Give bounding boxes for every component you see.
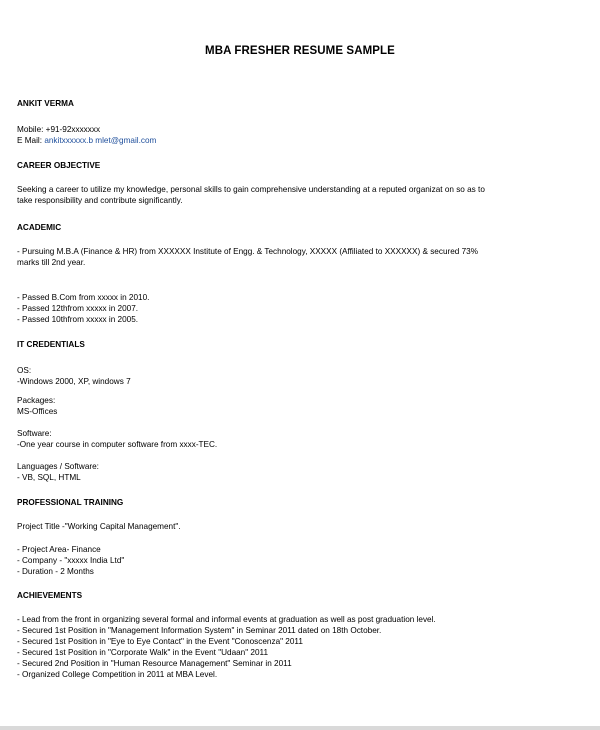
languages-label: Languages / Software: bbox=[17, 462, 99, 471]
academic-item: - Passed B.Com from xxxxx in 2010. bbox=[17, 293, 150, 302]
software-label: Software: bbox=[17, 429, 52, 438]
training-item: - Company - "xxxxx India Ltd" bbox=[17, 556, 125, 565]
career-objective-line-2: take responsibility and contribute significantly. bbox=[17, 196, 183, 205]
achievements-heading: ACHIEVEMENTS bbox=[17, 591, 83, 600]
achievement-item: - Secured 2nd Position in "Human Resource Management" Seminar in 2011 bbox=[17, 659, 292, 668]
achievement-item: - Organized College Competition in 2011 at MBA Level. bbox=[17, 670, 218, 679]
mobile-line: Mobile: +91-92xxxxxxx bbox=[17, 125, 101, 134]
training-heading: PROFESSIONAL TRAINING bbox=[17, 498, 124, 507]
os-value: -Windows 2000, XP, windows 7 bbox=[17, 377, 131, 386]
page-title: MBA FRESHER RESUME SAMPLE bbox=[205, 45, 395, 57]
achievement-item: - Lead from the front in organizing several formal and informal events at graduation as well as post graduation level. bbox=[17, 615, 436, 624]
career-objective-heading: CAREER OBJECTIVE bbox=[17, 161, 101, 170]
page-bottom-border bbox=[0, 726, 600, 730]
candidate-name: ANKIT VERMA bbox=[17, 99, 74, 108]
achievement-item: - Secured 1st Position in "Management Information System" in Seminar 2011 dated on 18th October. bbox=[17, 626, 382, 635]
achievement-item: - Secured 1st Position in "Corporate Walk" in the Event "Udaan" 2011 bbox=[17, 648, 269, 657]
project-title: Project Title -"Working Capital Management". bbox=[17, 522, 181, 531]
email-label: E Mail: bbox=[17, 136, 45, 145]
academic-line-1: - Pursuing M.B.A (Finance & HR) from XXXXXX Institute of Engg. & Technology, XXXXX (Affiliated to XXXXXX) & secured 73% bbox=[17, 247, 478, 256]
academic-line-2: marks till 2nd year. bbox=[17, 258, 86, 267]
software-value: -One year course in computer software from xxxx-TEC. bbox=[17, 440, 218, 449]
career-objective-line-1: Seeking a career to utilize my knowledge, personal skills to gain comprehensive understanding at a reputed organizat on so as to bbox=[17, 185, 485, 194]
packages-value: MS-Offices bbox=[17, 407, 58, 416]
academic-item: - Passed 12thfrom xxxxx in 2007. bbox=[17, 304, 139, 313]
academic-item: - Passed 10thfrom xxxxx in 2005. bbox=[17, 315, 139, 324]
it-credentials-heading: IT CREDENTIALS bbox=[17, 340, 85, 349]
packages-label: Packages: bbox=[17, 396, 56, 405]
os-label: OS: bbox=[17, 366, 32, 375]
training-item: - Duration - 2 Months bbox=[17, 567, 94, 576]
email-line bbox=[17, 136, 156, 146]
achievement-item: - Secured 1st Position in "Eye to Eye Contact" in the Event "Conoscenza" 2011 bbox=[17, 637, 303, 646]
email-link[interactable]: ankitxxxxxx.b mlet@gmail.com bbox=[44, 136, 157, 145]
languages-value: - VB, SQL, HTML bbox=[17, 473, 81, 482]
academic-heading: ACADEMIC bbox=[17, 223, 62, 232]
training-item: - Project Area- Finance bbox=[17, 545, 101, 554]
